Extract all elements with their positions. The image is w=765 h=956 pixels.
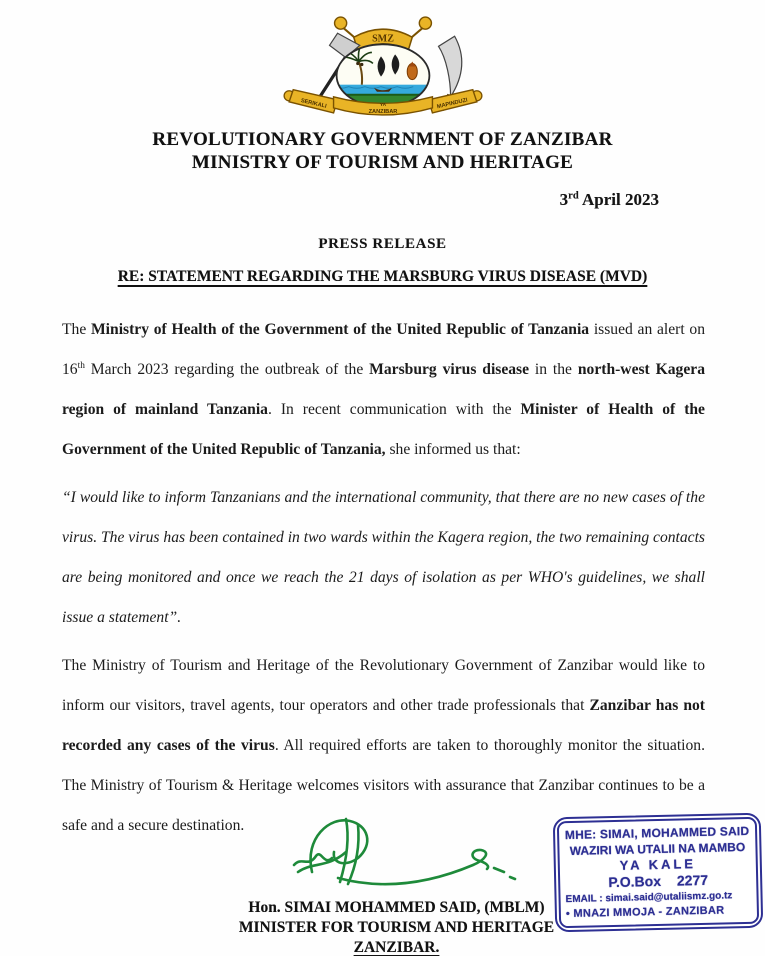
signature-area xyxy=(0,823,765,956)
quote-paragraph: “I would like to inform Tanzanians and the international community, that there are no new cases of the virus. The virus has been contained in two wards within the Kagera region, the two remaining contacts are being monitored and once we reach the 21 days of isolation as per WHO's guidelines, we shall issue a statement”. xyxy=(62,489,705,626)
date-day: 3 xyxy=(559,190,569,209)
p1-text: in the xyxy=(529,361,578,378)
p1-text: The xyxy=(62,321,91,338)
p3-text: The Ministry of Tourism and Heritage of the Revolutionary Government of Zanzibar would like to inform our visitors, travel agents, tour operators and other trade professionals that xyxy=(62,657,705,714)
p1-text: March 2023 regarding the outbreak of the xyxy=(84,361,370,378)
signatory-title: MINISTER FOR TOURISM AND HERITAGE xyxy=(238,919,555,936)
signatory-name: Hon. SIMAI MOHAMMED SAID, (MBLM) xyxy=(248,899,545,916)
p1-ordinal: th xyxy=(77,360,85,371)
p1-bold-ministry-of-health: Ministry of Health of the Government of the United Republic of Tanzania xyxy=(90,321,590,338)
stamp-title-swahili: WAZIRI WA UTALII NA MAMBO xyxy=(569,840,746,858)
ministry-title: MINISTRY OF TOURISM AND HERITAGE xyxy=(191,152,574,173)
paragraph-1 xyxy=(62,310,705,470)
date-ordinal: rd xyxy=(568,190,579,202)
date-month-year: April 2023 xyxy=(578,190,659,209)
stamp-name: MHE: SIMAI, MOHAMMED SAID xyxy=(564,823,750,843)
p3-text: . All required efforts are taken to thoroughly monitor the situation. The Ministry of Tourism & Heritage welcomes visitors with assurance that Zanzibar continues to be a safe and a secure destination. xyxy=(62,737,705,834)
p3-bold-no-cases: Zanzibar has not recorded any cases of the virus xyxy=(62,697,705,754)
p1-text: issued an alert on 16 xyxy=(62,321,705,378)
minister-ink-stamp xyxy=(553,813,764,933)
stamp-email: EMAIL : simai.said@utaliismz.go.tz xyxy=(565,890,733,906)
p1-text: . In recent communication with the xyxy=(267,401,521,418)
date-line xyxy=(0,190,765,210)
p1-bold-region: north-west Kagera region of mainland Tanzania xyxy=(62,361,705,418)
subject-line: RE: STATEMENT REGARDING THE MARSBURG VIRUS DISEASE (MVD) xyxy=(117,268,648,285)
p1-bold-minister: Minister of Health of the Government of the United Republic of Tanzania, xyxy=(62,401,705,458)
stamp-po-box: P.O.Box 2277 xyxy=(608,871,709,891)
p1-text: she informed us that: xyxy=(385,441,521,458)
signatory-block xyxy=(239,898,554,956)
ribbon-left-text: SERIKALI xyxy=(299,98,327,110)
government-title: REVOLUTIONARY GOVERNMENT OF ZANZIBAR xyxy=(152,129,613,150)
ribbon-center-top-text: YA xyxy=(379,102,386,108)
handwritten-signature xyxy=(288,810,528,895)
press-release-heading: PRESS RELEASE xyxy=(318,236,447,252)
stamp-title-swahili-2: YA KALE xyxy=(619,856,697,873)
zanzibar-coat-of-arms xyxy=(277,8,489,126)
signatory-place: ZANZIBAR. xyxy=(353,939,440,956)
stamp-address: • MNAZI MMOJA - ZANZIBAR xyxy=(565,904,725,921)
crown-text: SMZ xyxy=(371,33,394,45)
p1-bold-virus-name: Marsburg virus disease xyxy=(369,361,530,378)
ribbon-right-text: MAPINDUZI xyxy=(435,97,468,111)
stamp-inner-border xyxy=(557,817,759,929)
ribbon-center-bottom-text: ZANZIBAR xyxy=(368,108,397,115)
coat-of-arms-graphic xyxy=(277,8,489,121)
